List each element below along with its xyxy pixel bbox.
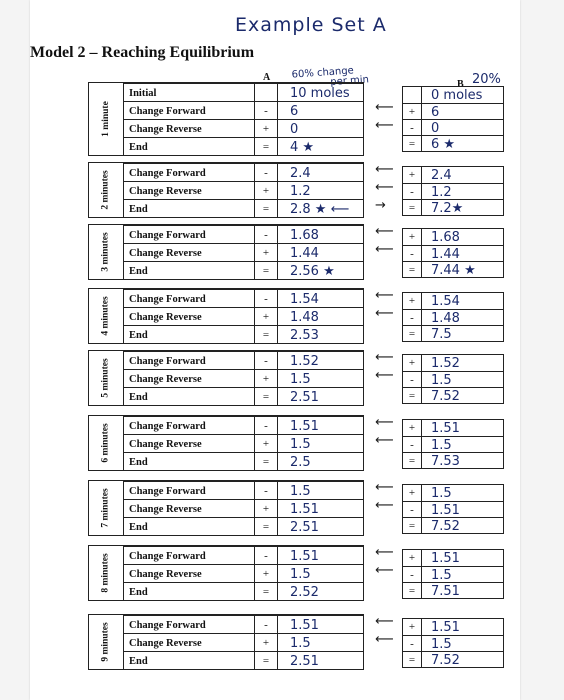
column-b-row [403, 167, 503, 183]
b-sign: - [403, 567, 422, 583]
column-b-row [403, 420, 503, 436]
value-a: 2.4 [277, 164, 363, 182]
time-label [89, 351, 124, 405]
table-row [123, 481, 363, 500]
direction-arrow: ⟵ [375, 563, 394, 578]
value-a: 1.2 [277, 182, 363, 200]
time-label [89, 289, 124, 343]
column-b-row [403, 87, 503, 103]
b-sign: = [403, 262, 422, 278]
table-row [123, 564, 363, 583]
value-a: 1.5 [277, 482, 363, 500]
direction-arrow: ⟵ [375, 224, 394, 239]
row-label: End [123, 326, 255, 344]
b-sign: - [403, 636, 422, 652]
time-block-table [88, 545, 364, 601]
row-sign [255, 84, 277, 102]
b-sign: + [403, 293, 422, 309]
table-row [123, 225, 363, 244]
column-b-row [403, 501, 503, 518]
note-a-line2: per min [329, 74, 370, 88]
b-sign: + [403, 229, 422, 245]
row-label: Change Forward [123, 352, 255, 370]
b-sign: = [403, 453, 422, 469]
column-b-table [402, 618, 504, 668]
table-row [123, 517, 363, 536]
table-row [123, 163, 363, 182]
row-label: Change Reverse [123, 500, 255, 518]
value-a: 2.8 ★ ⟵ [277, 200, 363, 218]
value-a: 1.5 [277, 634, 363, 652]
column-b-row [403, 651, 503, 668]
row-label: End [123, 518, 255, 536]
column-b-row [403, 261, 503, 278]
column-b-table [402, 292, 504, 342]
row-label: End [123, 583, 255, 601]
direction-arrow: ⟵ [375, 288, 394, 303]
time-block-table [88, 350, 364, 406]
b-sign: = [403, 136, 422, 152]
row-sign: = [262, 521, 270, 533]
row-sign: + [262, 185, 270, 197]
b-sign: + [403, 167, 422, 183]
b-sign: - [403, 120, 422, 136]
time-label-text: 9 minutes [101, 622, 112, 662]
table-row [123, 582, 363, 601]
row-sign: + [262, 247, 270, 259]
row-sign: = [262, 329, 270, 341]
column-b-table [402, 484, 504, 534]
row-label: Change Forward [123, 290, 255, 308]
table-row [123, 137, 363, 156]
value-a: 2.5 [277, 453, 363, 471]
table-row [123, 181, 363, 200]
b-sign: + [403, 420, 422, 436]
column-a-label: A [263, 72, 271, 83]
column-b-row [403, 309, 503, 326]
value-b: 1.51 [431, 550, 460, 566]
direction-arrow: → [375, 198, 386, 213]
model-title: Model 2 – Reaching Equilibrium [30, 44, 255, 61]
column-b-row [403, 436, 503, 453]
value-a: 1.51 [277, 547, 363, 565]
value-a: 2.51 [277, 518, 363, 536]
value-a: 2.53 [277, 326, 363, 344]
row-sign: = [262, 391, 270, 403]
row-sign: + [262, 311, 270, 323]
b-sign: + [403, 355, 422, 371]
b-sign: = [403, 388, 422, 404]
direction-arrow: ⟵ [375, 480, 394, 495]
row-sign: + [262, 637, 270, 649]
column-b-row [403, 371, 503, 388]
row-label: Change Reverse [123, 182, 255, 200]
b-sign: + [403, 550, 422, 566]
value-b: 1.52 [431, 355, 460, 371]
b-sign: = [403, 326, 422, 342]
value-b: 1.54 [431, 293, 460, 309]
column-b-row [403, 183, 503, 200]
b-sign: = [403, 200, 422, 216]
direction-arrow: ⟵ [375, 306, 394, 321]
row-sign: - [264, 550, 268, 562]
time-block-table [88, 288, 364, 344]
note-a-line1: 60% change [291, 65, 355, 81]
column-b-row [403, 355, 503, 371]
column-b-table [402, 86, 504, 152]
b-sign: - [403, 184, 422, 200]
row-sign: + [262, 438, 270, 450]
row-label: Change Forward [123, 547, 255, 565]
value-a: 1.68 [277, 226, 363, 244]
value-b: 1.51 [431, 420, 460, 436]
value-a: 2.51 [277, 388, 363, 406]
row-sign: - [264, 619, 268, 631]
row-label: End [123, 138, 255, 156]
b-sign: = [403, 652, 422, 668]
value-a: 2.56 ★ [277, 262, 363, 280]
value-a: 1.54 [277, 290, 363, 308]
column-b-table [402, 419, 504, 469]
direction-arrow: ⟵ [375, 118, 394, 133]
time-label-text: 1 minute [101, 101, 111, 137]
value-b: 7.52 [431, 652, 460, 668]
table-row [123, 416, 363, 435]
row-label: Change Reverse [123, 370, 255, 388]
row-label: Change Forward [123, 417, 255, 435]
value-b: 1.5 [431, 372, 452, 388]
b-sign: - [403, 310, 422, 326]
column-b-table [402, 354, 504, 404]
table-row [123, 261, 363, 280]
table-row [123, 633, 363, 652]
row-label: Change Forward [123, 482, 255, 500]
column-b-row [403, 517, 503, 534]
row-label: End [123, 262, 255, 280]
row-sign: = [262, 655, 270, 667]
column-b-row [403, 199, 503, 216]
value-a: 1.52 [277, 352, 363, 370]
column-b-row [403, 229, 503, 245]
column-b-row [403, 387, 503, 404]
direction-arrow: ⟵ [375, 415, 394, 430]
table-row [123, 83, 363, 102]
b-sign: = [403, 518, 422, 534]
value-b: 7.5 [431, 326, 452, 342]
b-sign: - [403, 246, 422, 262]
column-b-row [403, 582, 503, 599]
time-block-table [88, 162, 364, 218]
row-sign: + [262, 373, 270, 385]
time-label [89, 83, 124, 155]
time-label-text: 7 minutes [101, 488, 112, 528]
value-b: 1.51 [431, 502, 460, 518]
value-b: 1.48 [431, 310, 460, 326]
row-label: Change Forward [123, 164, 255, 182]
direction-arrow: ⟵ [375, 368, 394, 383]
direction-arrow: ⟵ [375, 100, 394, 115]
value-b: 1.68 [431, 229, 460, 245]
row-sign: + [262, 123, 270, 135]
column-b-row [403, 485, 503, 501]
value-b: 6 ★ [431, 136, 456, 152]
row-sign: = [262, 203, 270, 215]
column-b-row [403, 452, 503, 469]
time-label [89, 416, 124, 470]
row-sign: - [264, 485, 268, 497]
time-label-text: 4 minutes [101, 296, 112, 336]
row-sign: - [264, 355, 268, 367]
time-label [89, 225, 124, 279]
value-b: 6 [431, 104, 440, 120]
time-label [89, 163, 124, 217]
column-b-row [403, 119, 503, 136]
row-label: End [123, 200, 255, 218]
row-label: End [123, 388, 255, 406]
table-row [123, 615, 363, 634]
time-block-table [88, 82, 364, 156]
table-row [123, 387, 363, 406]
column-b-table [402, 228, 504, 278]
row-sign: - [264, 293, 268, 305]
direction-arrow: ⟵ [375, 614, 394, 629]
b-sign: + [403, 619, 422, 635]
direction-arrow: ⟵ [375, 350, 394, 365]
row-sign: + [262, 568, 270, 580]
value-a: 0 [277, 120, 363, 138]
time-label-text: 6 minutes [101, 423, 112, 463]
value-b: 0 [431, 120, 440, 136]
value-a: 10 moles [277, 84, 363, 102]
value-b: 0 moles [431, 87, 483, 103]
column-b-row [403, 245, 503, 262]
value-a: 2.52 [277, 583, 363, 601]
value-a: 1.51 [277, 500, 363, 518]
time-block-table [88, 415, 364, 471]
b-sign: - [403, 437, 422, 453]
value-a: 1.44 [277, 244, 363, 262]
b-sign [403, 87, 422, 103]
value-a: 1.5 [277, 370, 363, 388]
time-label-text: 5 minutes [101, 358, 112, 398]
value-b: 1.5 [431, 636, 452, 652]
row-label: Change Reverse [123, 565, 255, 583]
value-a: 1.51 [277, 616, 363, 634]
column-b-label: B [457, 79, 464, 90]
value-a: 4 ★ [277, 138, 363, 156]
row-sign: - [264, 167, 268, 179]
value-b: 7.2★ [431, 200, 464, 216]
time-block-table [88, 480, 364, 536]
table-row [123, 307, 363, 326]
table-row [123, 325, 363, 344]
value-b: 7.51 [431, 583, 460, 599]
column-b-row [403, 103, 503, 120]
table-row [123, 546, 363, 565]
value-a: 1.51 [277, 417, 363, 435]
value-a: 6 [277, 102, 363, 120]
table-row [123, 119, 363, 138]
table-row [123, 243, 363, 262]
row-sign: - [264, 105, 268, 117]
note-b: 20% [472, 72, 501, 87]
value-b: 1.2 [431, 184, 452, 200]
row-sign: = [262, 456, 270, 468]
handwritten-title: Example Set A [235, 14, 387, 36]
direction-arrow: ⟵ [375, 433, 394, 448]
row-label: Change Reverse [123, 435, 255, 453]
value-a: 1.48 [277, 308, 363, 326]
row-label: Change Reverse [123, 244, 255, 262]
column-b-row [403, 619, 503, 635]
time-label [89, 615, 124, 669]
time-block-table [88, 614, 364, 670]
time-label [89, 481, 124, 535]
row-label: End [123, 453, 255, 471]
value-b: 1.5 [431, 485, 452, 501]
direction-arrow: ⟵ [375, 180, 394, 195]
b-sign: = [403, 583, 422, 599]
b-sign: + [403, 485, 422, 501]
row-label: Change Reverse [123, 308, 255, 326]
value-a: 1.5 [277, 435, 363, 453]
table-row [123, 434, 363, 453]
time-label-text: 3 minutes [101, 232, 112, 272]
direction-arrow: ⟵ [375, 162, 394, 177]
value-b: 1.51 [431, 619, 460, 635]
row-label: Change Forward [123, 226, 255, 244]
direction-arrow: ⟵ [375, 545, 394, 560]
column-b-row [403, 293, 503, 309]
row-sign: + [262, 503, 270, 515]
value-b: 1.5 [431, 567, 452, 583]
row-label: Initial [123, 84, 255, 102]
column-b-table [402, 166, 504, 216]
table-row [123, 369, 363, 388]
table-row [123, 101, 363, 120]
row-label: Change Reverse [123, 120, 255, 138]
row-sign: - [264, 229, 268, 241]
row-sign: = [262, 586, 270, 598]
column-b-table [402, 549, 504, 599]
column-b-row [403, 325, 503, 342]
value-b: 1.5 [431, 437, 452, 453]
time-block-table [88, 224, 364, 280]
table-row [123, 289, 363, 308]
value-b: 1.44 [431, 246, 460, 262]
row-label: End [123, 652, 255, 670]
value-b: 2.4 [431, 167, 452, 183]
value-b: 7.53 [431, 453, 460, 469]
direction-arrow: ⟵ [375, 632, 394, 647]
column-b-row [403, 566, 503, 583]
worksheet-page [30, 0, 520, 700]
column-b-row [403, 135, 503, 152]
time-label-text: 2 minutes [101, 170, 112, 210]
table-row [123, 351, 363, 370]
b-sign: + [403, 104, 422, 120]
row-sign: - [264, 420, 268, 432]
row-sign: = [262, 265, 270, 277]
row-label: Change Forward [123, 102, 255, 120]
b-sign: - [403, 372, 422, 388]
value-b: 7.44 ★ [431, 262, 476, 278]
column-b-row [403, 550, 503, 566]
value-b: 7.52 [431, 388, 460, 404]
value-a: 2.51 [277, 652, 363, 670]
direction-arrow: ⟵ [375, 498, 394, 513]
table-row [123, 651, 363, 670]
value-b: 7.52 [431, 518, 460, 534]
table-row [123, 499, 363, 518]
b-sign: - [403, 502, 422, 518]
row-label: Change Forward [123, 616, 255, 634]
time-label-text: 8 minutes [101, 553, 112, 593]
value-a: 1.5 [277, 565, 363, 583]
table-row [123, 199, 363, 218]
column-b-row [403, 635, 503, 652]
direction-arrow: ⟵ [375, 242, 394, 257]
row-sign: = [262, 141, 270, 153]
table-row [123, 452, 363, 471]
time-label [89, 546, 124, 600]
row-label: Change Reverse [123, 634, 255, 652]
